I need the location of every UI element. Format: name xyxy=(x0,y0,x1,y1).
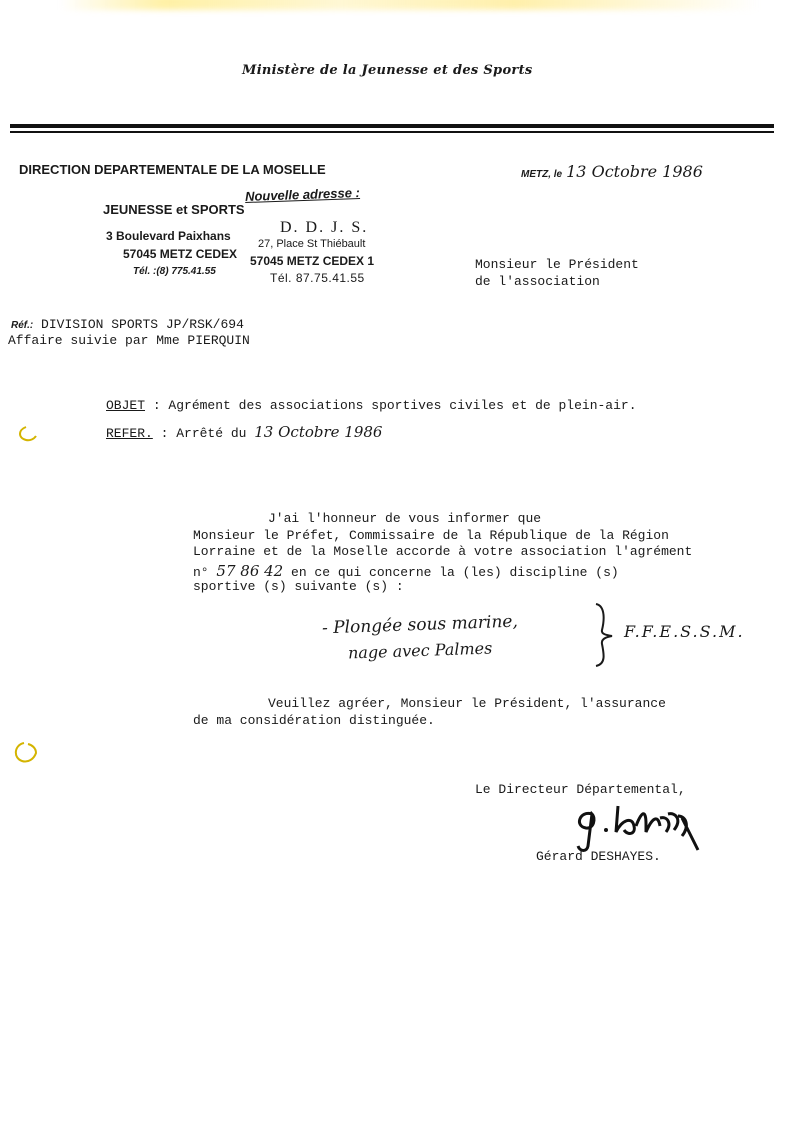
refer-label: REFER. xyxy=(106,426,153,441)
yellow-smear-mark xyxy=(60,0,760,10)
reference-line xyxy=(11,317,244,332)
refer-date-handwritten: 13 Octobre 1986 xyxy=(254,423,383,441)
subject-refer xyxy=(106,423,382,441)
objet-text: : Agrément des associations sportives civiles et de plein-air. xyxy=(152,398,637,413)
agrement-number-handwritten: 57 86 42 xyxy=(216,562,284,580)
signatory-title: Le Directeur Départemental, xyxy=(475,782,686,797)
refer-text: : Arrêté du xyxy=(160,426,247,441)
discipline-handwritten-2: nage avec Palmes xyxy=(347,638,493,663)
body-line-4 xyxy=(193,562,619,580)
sender-direction: DIRECTION DEPARTEMENTALE DE LA MOSELLE xyxy=(19,162,326,177)
dateline-date: 13 Octobre 1986 xyxy=(566,162,703,181)
closing-line-2: de ma considération distinguée. xyxy=(193,713,435,728)
followed-by-line: Affaire suivie par Mme PIERQUIN xyxy=(8,333,250,348)
objet-label: OBJET xyxy=(106,398,146,413)
sender-postal: 57045 METZ CEDEX xyxy=(123,247,238,261)
sender-service: JEUNESSE et SPORTS xyxy=(103,202,245,217)
sender-tel: Tél. :(8) 775.41.55 xyxy=(133,266,216,277)
handwritten-signature xyxy=(572,796,712,856)
agrement-prefix: n° xyxy=(193,565,209,580)
recipient-line-2: de l'association xyxy=(475,274,600,289)
reference-label: Réf.: xyxy=(11,320,34,331)
body-line-5: sportive (s) suivante (s) : xyxy=(193,579,404,594)
subject-objet xyxy=(106,398,637,413)
body-line-1: J'ai l'honneur de vous informer que xyxy=(268,511,542,526)
header-rule-thick xyxy=(10,124,774,128)
new-address-heading: Nouvelle adresse : xyxy=(244,184,361,205)
sender-street: 3 Boulevard Paixhans xyxy=(106,229,231,243)
new-address-postal: 57045 METZ CEDEX 1 xyxy=(250,254,375,268)
new-address-org: D. D. J. S. xyxy=(280,219,369,236)
recipient-line-1: Monsieur le Président xyxy=(475,257,639,272)
curly-brace-mark xyxy=(590,600,618,670)
ministry-header: Ministère de la Jeunesse et des Sports xyxy=(242,63,533,78)
dateline-place: METZ, le xyxy=(521,169,563,180)
header-rule-thin xyxy=(10,131,774,133)
body-line-3: Lorraine et de la Moselle accorde à votre association l'agrément xyxy=(193,544,693,559)
agrement-suffix: en ce qui concerne la (les) discipline (s) xyxy=(291,565,619,580)
new-address-tel: Tél. 87.75.41.55 xyxy=(270,271,365,285)
punch-hole-mark xyxy=(16,424,40,444)
discipline-handwritten-1: - Plongée sous marine, xyxy=(321,611,519,639)
punch-hole-mark xyxy=(10,740,40,766)
dateline xyxy=(521,162,703,182)
body-line-2: Monsieur le Préfet, Commissaire de la République de la Région xyxy=(193,528,669,543)
closing-line-1: Veuillez agréer, Monsieur le Président, l'assurance xyxy=(268,696,666,711)
federation-handwritten: F.F.E.S.S.M. xyxy=(624,622,745,641)
reference-value: DIVISION SPORTS JP/RSK/694 xyxy=(41,317,244,332)
signatory-name: Gérard DESHAYES. xyxy=(536,849,661,864)
new-address-street: 27, Place St Thiébault xyxy=(258,238,366,250)
